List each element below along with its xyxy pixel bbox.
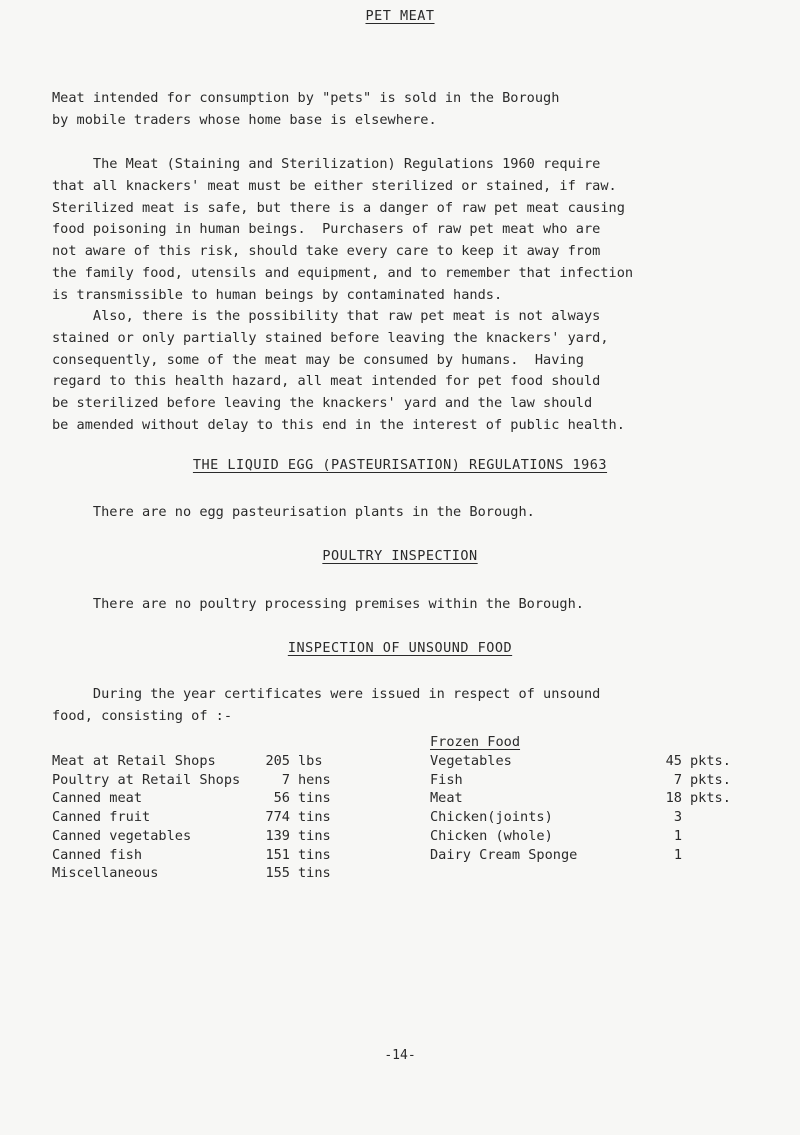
frozen-item-name: Chicken(joints) <box>430 809 553 826</box>
unsound-item-name: Miscellaneous <box>52 865 159 882</box>
heading-liquid-egg-text: THE LIQUID EGG (PASTEURISATION) REGULATIONS 1963 <box>192 457 608 473</box>
heading-unsound-food <box>0 640 800 656</box>
unsound-item-unit: tins <box>298 846 331 863</box>
unsound-item-quantity: 205 <box>265 753 290 769</box>
unsound-item-name: Meat at Retail Shops <box>52 753 216 769</box>
unsound-item-quantity: 774 <box>265 809 290 826</box>
frozen-item-unit: pkts. <box>690 790 731 807</box>
unsound-item-unit: tins <box>298 790 331 807</box>
heading-poultry-inspection <box>0 548 800 564</box>
heading-pet-meat-text: PET MEAT <box>365 8 435 24</box>
pet-meat-paragraph-2: The Meat (Staining and Sterilization) Regulations 1960 require that all knackers' meat must be either sterilized or stained, if raw. Sterilized meat is safe, but there is a danger of raw pet meat causing food poisoning in human beings. Purchasers of raw pet meat who are not aware of this risk, should take every care to keep it away from the family food, utensils and equipment, and to remember that infection is transmissible to human beings by contaminated hands. <box>52 156 634 303</box>
frozen-item-name: Meat <box>430 790 463 807</box>
frozen-item-name: Chicken (whole) <box>430 827 553 844</box>
unsound-item-quantity: 139 <box>265 827 290 844</box>
unsound-item-unit: tins <box>298 809 331 826</box>
frozen-item-quantity: 1 <box>673 846 682 863</box>
frozen-item-quantity: 1 <box>673 827 682 844</box>
poultry-text: There are no poultry processing premises within the Borough. <box>52 596 584 612</box>
unsound-item-unit: tins <box>298 865 331 882</box>
frozen-item-name: Fish <box>430 771 463 788</box>
pet-meat-paragraph-1: Meat intended for consumption by "pets" is sold in the Borough by mobile traders whose home base is elsewhere. <box>52 90 560 128</box>
unsound-item-quantity: 7 <box>281 771 290 788</box>
liquid-egg-text: There are no egg pasteurisation plants in the Borough. <box>52 504 535 520</box>
frozen-item-quantity: 18 <box>665 790 682 807</box>
frozen-item-quantity: 3 <box>673 809 682 826</box>
frozen-item-unit: pkts. <box>690 753 731 769</box>
unsound-item-unit: hens <box>298 771 331 788</box>
page-number: -14- <box>384 1048 416 1063</box>
heading-poultry-text: POULTRY INSPECTION <box>322 548 478 564</box>
unsound-item-name: Poultry at Retail Shops <box>52 771 241 788</box>
heading-liquid-egg <box>0 457 800 473</box>
unsound-item-name: Canned meat <box>52 790 143 807</box>
unsound-intro: During the year certificates were issued in respect of unsound food, consisting of :- <box>52 686 601 724</box>
unsound-item-name: Canned fish <box>52 846 143 863</box>
unsound-item-unit: lbs <box>298 753 323 769</box>
heading-pet-meat <box>0 8 800 24</box>
unsound-item-quantity: 56 <box>273 790 290 807</box>
unsound-item-name: Canned fruit <box>52 809 151 826</box>
frozen-item-name: Vegetables <box>430 753 512 769</box>
frozen-item-name: Dairy Cream Sponge <box>430 846 578 863</box>
heading-unsound-text: INSPECTION OF UNSOUND FOOD <box>287 640 513 656</box>
unsound-item-unit: tins <box>298 827 331 844</box>
frozen-item-unit: pkts. <box>690 771 731 788</box>
frozen-item-quantity: 7 <box>673 771 682 788</box>
unsound-item-quantity: 155 <box>265 865 290 882</box>
frozen-item-quantity: 45 <box>665 753 682 769</box>
frozen-food-heading <box>430 732 520 752</box>
pet-meat-paragraph-3: Also, there is the possibility that raw pet meat is not always stained or only partially stained before leaving the knackers' yard, consequently, some of the meat may be consumed by humans. Having regard to this health hazard, all meat intended for pet food should be sterilized before leaving the knackers' yard and the law should be amended without delay to this end in the interest of public health. <box>52 308 625 433</box>
unsound-item-name: Canned vegetables <box>52 827 192 844</box>
frozen-food-heading-text: Frozen Food <box>430 734 521 750</box>
unsound-item-quantity: 151 <box>265 846 290 863</box>
